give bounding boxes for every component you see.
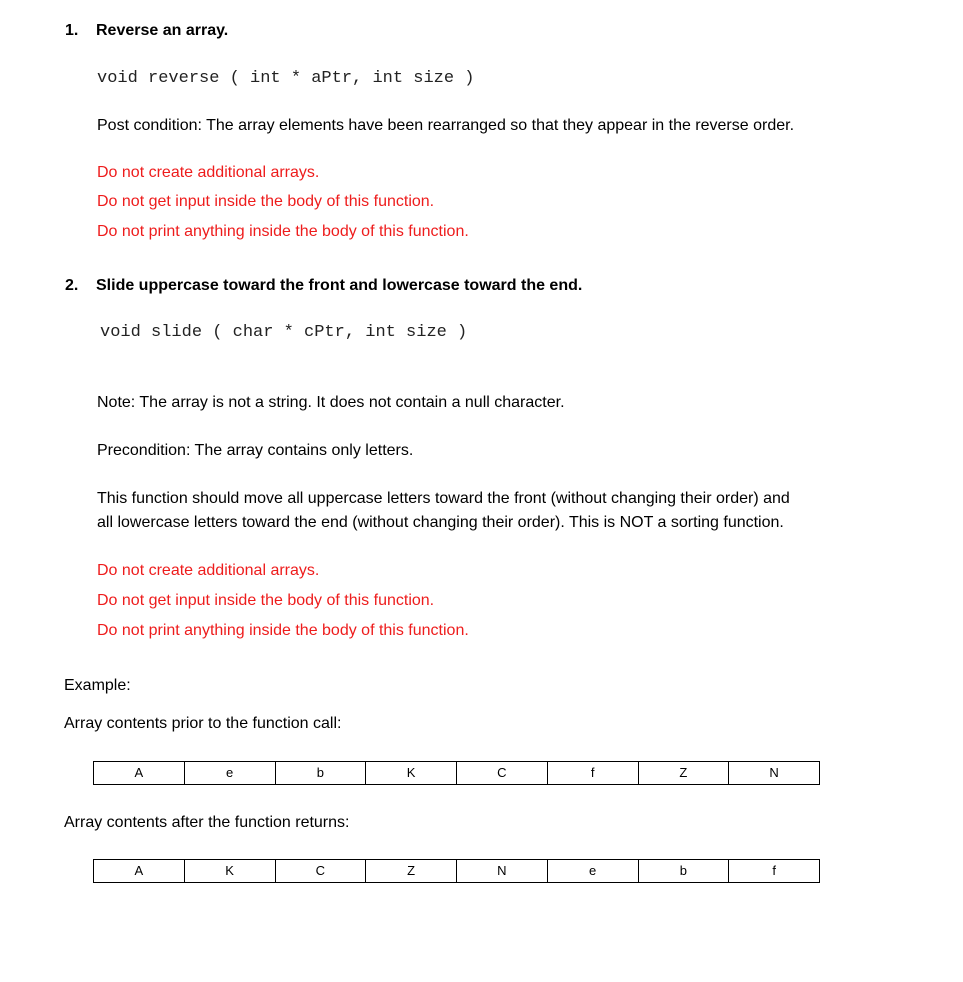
array-cell: e <box>547 860 638 882</box>
example-label: Example: <box>64 677 131 694</box>
array-cell: N <box>728 762 819 784</box>
slide-signature: void slide ( char * cPtr, int size ) <box>100 323 468 342</box>
slide-note: Note: The array is not a string. It does not contain a null character. <box>97 394 565 411</box>
array-cell: e <box>184 762 275 784</box>
reverse-signature: void reverse ( int * aPtr, int size ) <box>97 69 475 88</box>
reverse-restriction: Do not get input inside the body of this function. <box>97 193 435 210</box>
problem-1-number: 1. <box>65 22 79 39</box>
problem-1-title: Reverse an array. <box>96 22 229 39</box>
array-cell: Z <box>365 860 456 882</box>
reverse-restriction: Do not create additional arrays. <box>97 164 320 181</box>
reverse-restriction: Do not print anything inside the body of this function. <box>97 223 469 240</box>
array-cell: A <box>134 863 144 878</box>
array-cell: K <box>184 860 275 882</box>
after-array-label: Array contents after the function returns: <box>64 814 350 831</box>
array-cell: b <box>638 860 729 882</box>
problem-1-heading <box>65 22 228 40</box>
array-cell: A <box>134 765 144 780</box>
slide-restriction: Do not create additional arrays. <box>97 562 320 579</box>
array-cell: Z <box>638 762 729 784</box>
slide-restriction: Do not get input inside the body of this function. <box>97 592 435 609</box>
after-array-table <box>93 859 820 883</box>
problem-2-number: 2. <box>65 277 79 294</box>
slide-description-line-2: all lowercase letters toward the end (without changing their order). This is NOT a sorting function. <box>97 514 784 531</box>
before-array-table <box>93 761 820 785</box>
array-cell: b <box>275 762 366 784</box>
slide-restriction: Do not print anything inside the body of this function. <box>97 622 469 639</box>
problem-2-heading <box>65 277 582 295</box>
array-cell: f <box>547 762 638 784</box>
array-cell: C <box>275 860 366 882</box>
reverse-post-condition: Post condition: The array elements have been rearranged so that they appear in the reverse order. <box>97 117 795 134</box>
problem-2-title: Slide uppercase toward the front and lowercase toward the end. <box>96 277 583 294</box>
array-cell: N <box>456 860 547 882</box>
slide-description-line-1: This function should move all uppercase letters toward the front (without changing their order) and <box>97 490 790 507</box>
before-array-label: Array contents prior to the function call: <box>64 715 342 732</box>
array-cell: f <box>728 860 819 882</box>
array-cell: K <box>365 762 456 784</box>
array-cell: C <box>456 762 547 784</box>
slide-precondition: Precondition: The array contains only letters. <box>97 442 414 459</box>
